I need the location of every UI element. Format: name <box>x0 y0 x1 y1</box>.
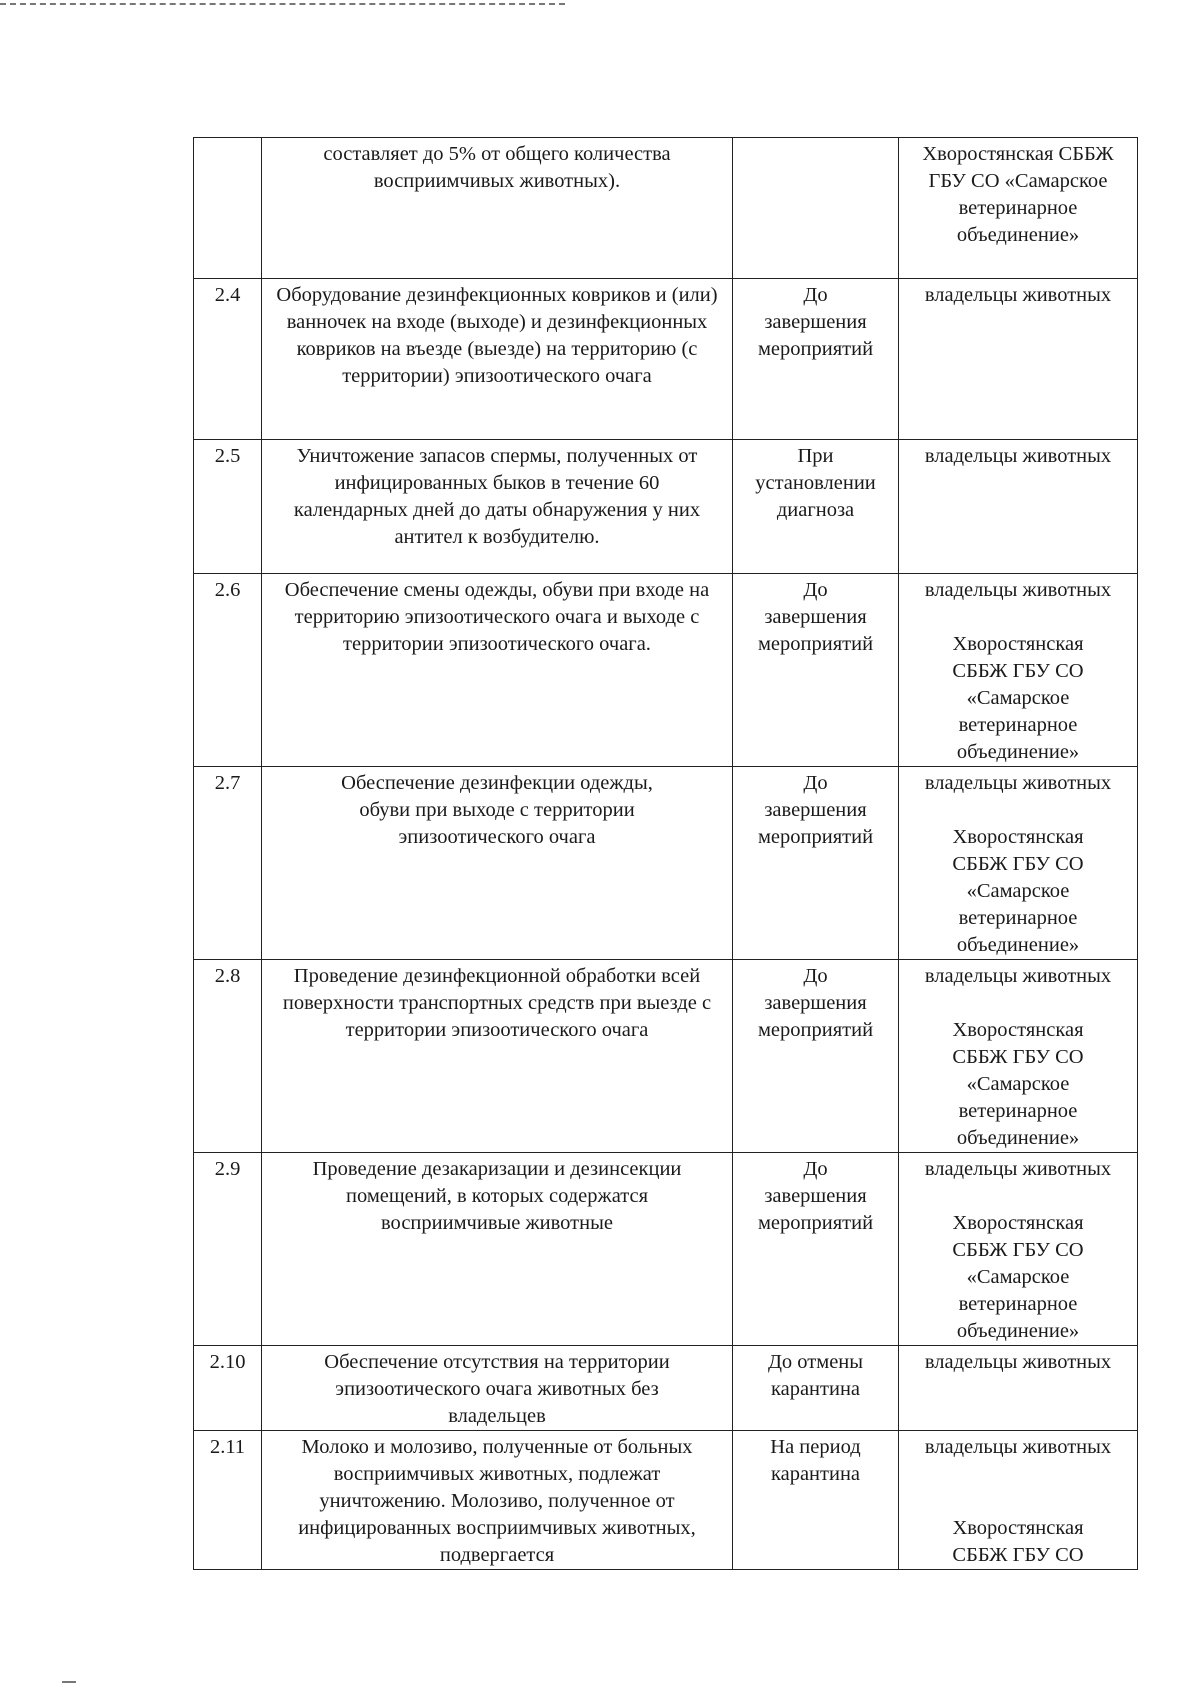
action-cell: составляет до 5% от общего количества восприимчивых животных). <box>262 138 733 279</box>
row-number: 2.6 <box>194 574 262 767</box>
deadline-cell: До завершения мероприятий <box>733 279 899 440</box>
owners-label: владельцы животных <box>924 579 1112 601</box>
measures-table <box>193 137 1138 1570</box>
table-row <box>194 440 1138 574</box>
responsible-cell <box>899 1346 1138 1431</box>
responsible-cell <box>899 1153 1138 1346</box>
deadline-cell: До завершения мероприятий <box>733 574 899 767</box>
responsible-cell <box>899 279 1138 440</box>
owners-label: владельцы животных <box>924 1436 1112 1458</box>
deadline-cell: До отмены карантина <box>733 1346 899 1431</box>
scan-edge-mark-top <box>0 3 565 5</box>
action-cell: Оборудование дезинфекционных ковриков и (или) ванночек на входе (выходе) и дезинфекционных ковриков на въезде (выезде) на территорию (с территории) эпизоотического очага <box>262 279 733 440</box>
vet-service: Хворостянская СББЖ ГБУ СО «Самарское ветеринарное объединение» <box>952 1019 1084 1149</box>
responsible-cell <box>899 440 1138 574</box>
responsible-cell <box>899 574 1138 767</box>
deadline-cell: При установлении диагноза <box>733 440 899 574</box>
responsible-cell <box>899 960 1138 1153</box>
vet-service: Хворостянская СББЖ ГБУ СО <box>952 1517 1084 1566</box>
row-number: 2.11 <box>194 1431 262 1570</box>
table-row <box>194 574 1138 767</box>
vet-service: Хворостянская СББЖ ГБУ СО «Самарское ветеринарное объединение» <box>952 633 1084 763</box>
vet-service: Хворостянская СББЖ ГБУ СО «Самарское ветеринарное объединение» <box>922 143 1114 246</box>
responsible-cell <box>899 138 1138 279</box>
scan-edge-mark-bottom <box>62 1681 76 1683</box>
owners-label: владельцы животных <box>924 772 1112 794</box>
action-cell: Молоко и молозиво, полученные от больных восприимчивых животных, подлежат уничтожению. Молозиво, полученное от инфицированных восприимчивых животных, подвергается <box>262 1431 733 1570</box>
action-cell: Обеспечение смены одежды, обуви при входе на территорию эпизоотического очага и выходе с территории эпизоотического очага. <box>262 574 733 767</box>
table-row <box>194 279 1138 440</box>
owners-label: владельцы животных <box>924 965 1112 987</box>
deadline-cell: До завершения мероприятий <box>733 1153 899 1346</box>
row-number: 2.7 <box>194 767 262 960</box>
owners-label: владельцы животных <box>924 1158 1112 1180</box>
table-row <box>194 960 1138 1153</box>
row-number: 2.9 <box>194 1153 262 1346</box>
action-cell: Уничтожение запасов спермы, полученных от инфицированных быков в течение 60 календарных дней до даты обнаружения у них антител к возбудителю. <box>262 440 733 574</box>
deadline-cell: На период карантина <box>733 1431 899 1570</box>
owners-label: владельцы животных <box>924 284 1112 306</box>
action-cell: Обеспечение дезинфекции одежды, обуви при выходе с территории эпизоотического очага <box>262 767 733 960</box>
action-cell: Обеспечение отсутствия на территории эпизоотического очага животных без владельцев <box>262 1346 733 1431</box>
deadline-cell: До завершения мероприятий <box>733 767 899 960</box>
responsible-cell <box>899 1431 1138 1570</box>
row-number: 2.5 <box>194 440 262 574</box>
deadline-cell <box>733 138 899 279</box>
table-row <box>194 1153 1138 1346</box>
table-row <box>194 1346 1138 1431</box>
table-row <box>194 1431 1138 1570</box>
responsible-cell <box>899 767 1138 960</box>
deadline-cell: До завершения мероприятий <box>733 960 899 1153</box>
owners-label: владельцы животных <box>924 1351 1112 1373</box>
vet-service: Хворостянская СББЖ ГБУ СО «Самарское ветеринарное объединение» <box>952 1212 1084 1342</box>
action-cell: Проведение дезакаризации и дезинсекции помещений, в которых содержатся восприимчивые животные <box>262 1153 733 1346</box>
owners-label: владельцы животных <box>924 445 1112 467</box>
vet-service: Хворостянская СББЖ ГБУ СО «Самарское ветеринарное объединение» <box>952 826 1084 956</box>
table-row <box>194 767 1138 960</box>
table-row <box>194 138 1138 279</box>
row-number: 2.8 <box>194 960 262 1153</box>
row-number: 2.4 <box>194 279 262 440</box>
row-number <box>194 138 262 279</box>
row-number: 2.10 <box>194 1346 262 1431</box>
action-cell: Проведение дезинфекционной обработки всей поверхности транспортных средств при выезде с территории эпизоотического очага <box>262 960 733 1153</box>
